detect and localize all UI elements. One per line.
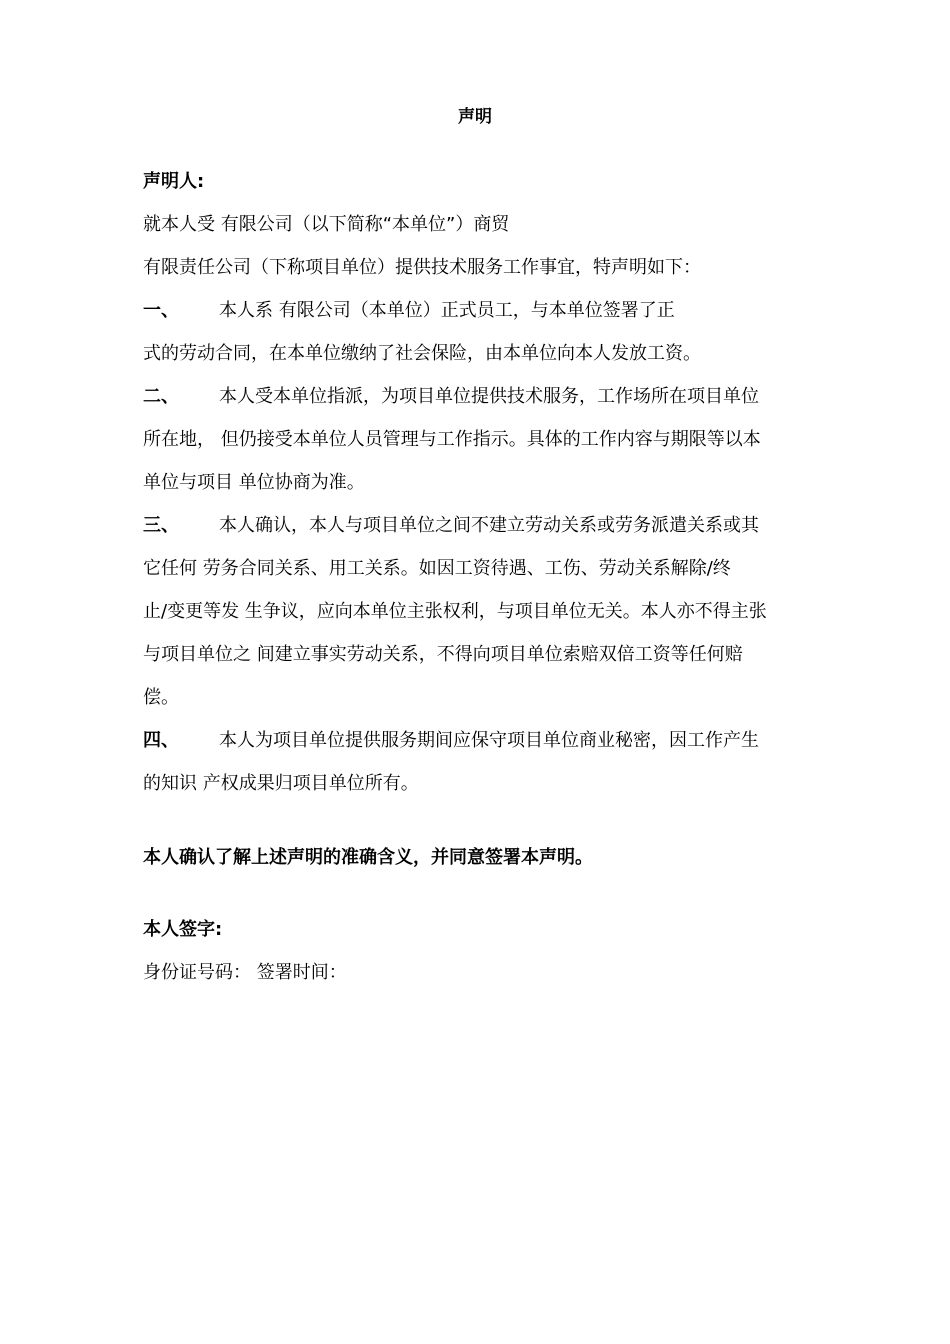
clause-number: 三、 (143, 515, 179, 536)
clause-1-line-2: 式的劳动合同，在本单位缴纳了社会保险，由本单位向本人发放工资。 (143, 343, 701, 364)
clause-4-first-line (143, 729, 823, 753)
id-and-date-line: 身份证号码： 签署时间： (143, 962, 347, 983)
confirmation-statement: 本人确认了解上述声明的准确含义，并同意签署本声明。 (143, 847, 593, 868)
clause-2-line-3: 单位与项目 单位协商为准。 (143, 472, 365, 493)
clause-4-line-2: 的知识 产权成果归项目单位所有。 (143, 773, 419, 794)
clause-number: 二、 (143, 386, 179, 407)
intro-line-2: 有限责任公司（下称项目单位）提供技术服务工作事宜，特声明如下： (143, 257, 701, 278)
signature-label: 本人签字: (143, 919, 223, 940)
clause-3-line-2: 它任何 劳务合同关系、用工关系。如因工资待遇、工伤、劳动关系解除/终 (143, 558, 731, 579)
document-title: 声明 (458, 107, 492, 127)
clause-1-first-line (143, 299, 823, 323)
clause-2-line-2: 所在地， 但仍接受本单位人员管理与工作指示。具体的工作内容与期限等以本 (143, 429, 761, 450)
clause-text: 本人为项目单位提供服务期间应保守项目单位商业秘密，因工作产生 (219, 730, 759, 751)
clause-text: 本人确认，本人与项目单位之间不建立劳动关系或劳务派遣关系或其 (219, 515, 759, 536)
clause-3-line-4: 与项目单位之 间建立事实劳动关系，不得向项目单位索赔双倍工资等任何赔 (143, 644, 743, 665)
clause-2-first-line (143, 385, 823, 409)
clause-text: 本人系 有限公司（本单位）正式员工，与本单位签署了正 (219, 300, 675, 321)
clause-3-first-line (143, 514, 823, 538)
clause-3-line-5: 偿。 (143, 687, 179, 708)
intro-line-1: 就本人受 有限公司（以下简称“本单位”）商贸 (143, 214, 510, 235)
clause-number: 一、 (143, 300, 179, 321)
clause-text: 本人受本单位指派，为项目单位提供技术服务，工作场所在项目单位 (219, 386, 759, 407)
declarant-label: 声明人: (143, 171, 205, 192)
clause-3-line-3: 止/变更等发 生争议，应向本单位主张权利，与项目单位无关。本人亦不得主张 (143, 601, 767, 622)
clause-number: 四、 (143, 730, 179, 751)
